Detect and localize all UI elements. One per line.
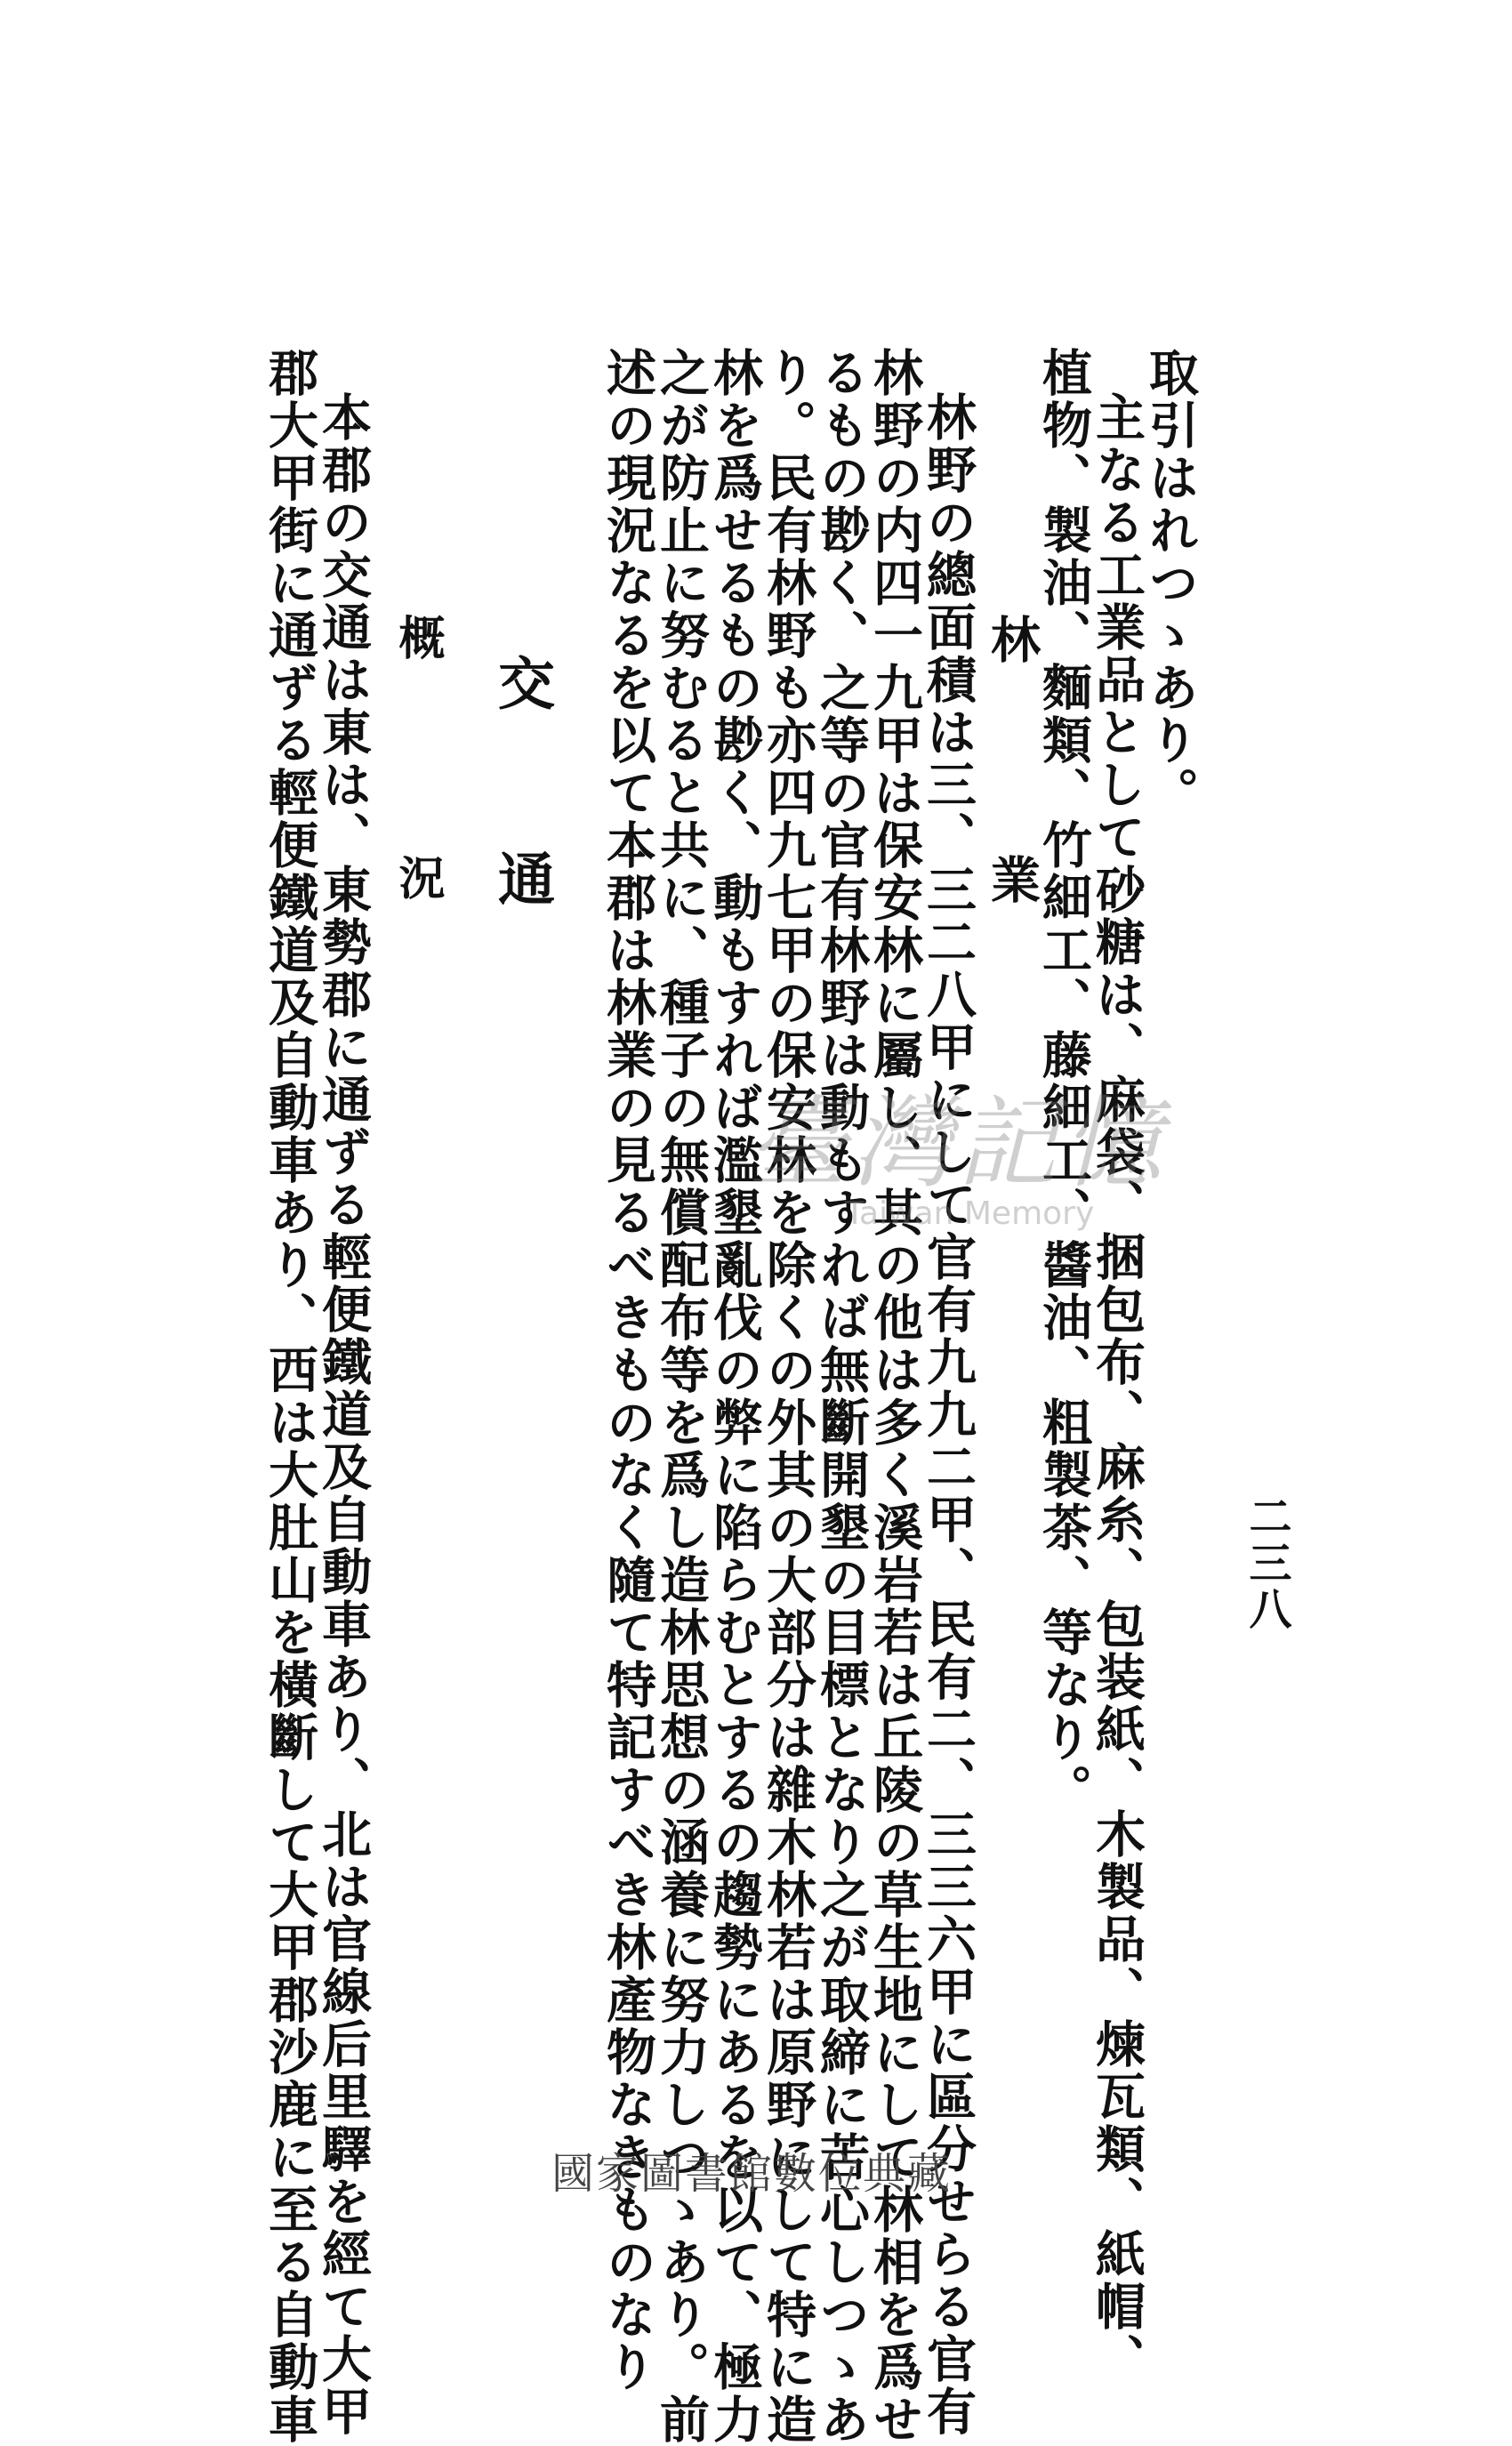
section-heading-forestry: 業	[983, 854, 1042, 904]
text-column: 林野の總面積は三、三二八甲にして官有九九二甲、民有二、三三六甲に區分せらる官有	[919, 391, 977, 2438]
text-column: 述の現況なるを以て本郡は林業の見るべきものなく隨て特記すべき林產物なきものなり	[599, 347, 657, 2394]
text-column: 林野の内四一九甲は保安林に屬し、其の他は多く溪岩若は丘陵の草生地にして林相を爲せ	[865, 347, 924, 2446]
page-number: 二三八	[1242, 1494, 1291, 1633]
text-column: 取引はれつゝあり。	[1141, 347, 1200, 819]
text-column: るもの尠く、之等の官有林野は動もすれば無斷開墾の目標となり之が取締に苦心しつゝあ	[812, 347, 871, 2446]
watermark-logo-text: 臺灣記憶	[747, 1086, 1167, 1202]
text-column: 之が防止に努むると共に、種子の無償配布等を爲し造林思想の涵養に努力しつゝあり。前	[652, 347, 711, 2446]
section-heading-transport: 交	[488, 654, 555, 711]
text-column: 林を爲せるもの尠く、動もすれば濫墾亂伐の弊に陷らむとするの趨勢にあるを以て、極力	[705, 347, 764, 2446]
section-heading-forestry: 林	[983, 614, 1042, 664]
section-heading-transport: 通	[488, 849, 555, 906]
subsection-heading-overview: 概	[390, 614, 445, 660]
watermark-logo-subtext: Taiwan Memory	[845, 1195, 1095, 1232]
text-column: 本郡の交通は東は、東勢郡に通ずる輕便鐵道及自動車あり、北は官線后里驛を經て大甲	[314, 391, 373, 2438]
text-column: 植物、製油、麵類、竹細工、藤細工、醬油、粗製茶、等なり。	[1034, 347, 1093, 1816]
text-column: 主なる工業品として砂糖は、麻袋、捆包布、麻糸、包装紙、木製品、煉瓦類、紙帽、	[1088, 391, 1146, 2386]
subsection-heading-overview: 況	[390, 854, 445, 900]
text-column: り。民有林野も亦四九七甲の保安林を除くの外其の大部分は雜木林若は原野にして特に造	[759, 347, 817, 2446]
text-column: 郡大甲街に通ずる輕便鐵道及自動車あり、西は大肚山を橫斷して大甲郡沙鹿に至る自動車	[261, 347, 319, 2446]
footer-archive-stamp: 國家圖書館數位典藏	[551, 2149, 953, 2199]
